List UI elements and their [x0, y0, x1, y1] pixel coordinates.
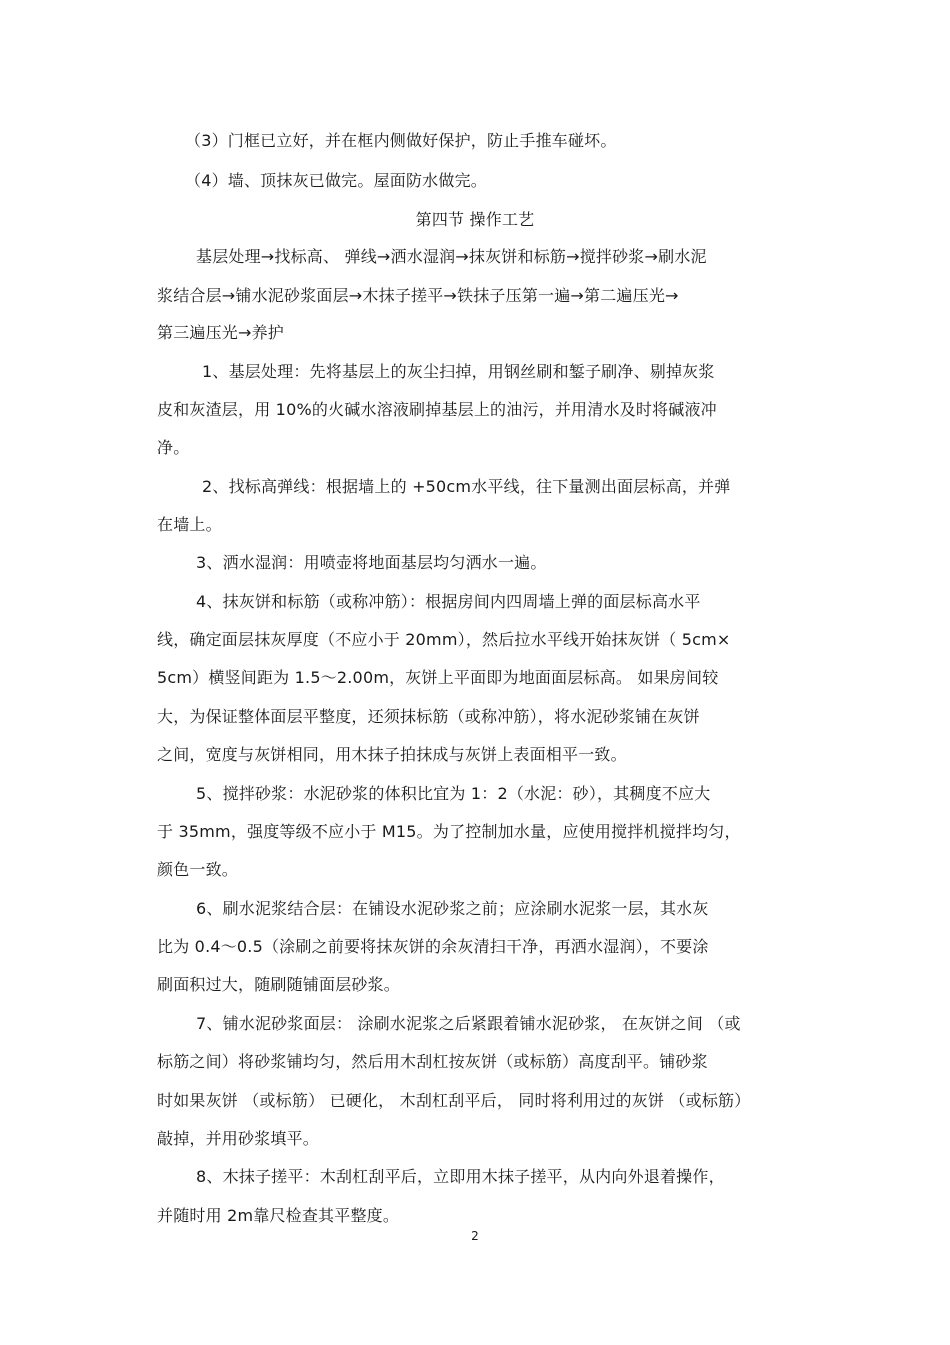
- text-line: 3、洒水湿润：用喷壶将地面基层均匀洒水一遍。: [196, 553, 547, 572]
- page-number: 2: [471, 1229, 479, 1243]
- text-line: 8、木抹子搓平：木刮杠刮平后，立即用木抹子搓平，从内向外退着操作，: [196, 1167, 725, 1186]
- text-line: 大，为保证整体面层平整度，还须抹标筋（或称冲筋），将水泥砂浆铺在灰饼: [157, 707, 700, 726]
- text-line: 标筋之间）将砂浆铺均匀，然后用木刮杠按灰饼（或标筋）高度刮平。铺砂浆: [157, 1052, 708, 1071]
- text-line: 颜色一致。: [157, 860, 239, 879]
- text-line: 比为 0.4～0.5（涂刷之前要将抹灰饼的余灰清扫干净，再洒水湿润），不要涂: [157, 937, 709, 956]
- text-line: 第三遍压光→养护: [157, 323, 285, 342]
- text-line: 线，确定面层抹灰厚度（不应小于 20mm），然后拉水平线开始抹灰饼（ 5cm×: [157, 630, 731, 649]
- text-line: 5、搅拌砂浆：水泥砂浆的体积比宜为 1：2（水泥：砂），其稠度不应大: [196, 784, 711, 803]
- text-line: 7、铺水泥砂浆面层： 涂刷水泥浆之后紧跟着铺水泥砂浆， 在灰饼之间 （或: [196, 1014, 741, 1033]
- section-title: 第四节 操作工艺: [415, 210, 535, 229]
- text-line: 敲掉，并用砂浆填平。: [157, 1129, 320, 1148]
- text-line: 6、刷水泥浆结合层：在铺设水泥砂浆之前；应涂刷水泥浆一层，其水灰: [196, 899, 709, 918]
- text-line: 皮和灰渣层，用 10%的火碱水溶液刷掉基层上的油污，并用清水及时将碱液冲: [157, 400, 717, 419]
- text-line: 浆结合层→铺水泥砂浆面层→木抹子搓平→铁抹子压第一遍→第二遍压光→: [157, 286, 679, 305]
- text-line: 刷面积过大，随刷随铺面层砂浆。: [157, 975, 401, 994]
- text-line: （4）墙、顶抹灰已做完。屋面防水做完。: [185, 171, 487, 190]
- text-line: 于 35mm，强度等级不应小于 M15。为了控制加水量，应使用搅拌机搅拌均匀，: [157, 822, 741, 841]
- text-line: 时如果灰饼 （或标筋） 已硬化， 木刮杠刮平后， 同时将利用过的灰饼 （或标筋）: [157, 1091, 751, 1110]
- text-line: （3）门框已立好，并在框内侧做好保护，防止手推车碰坏。: [185, 131, 617, 150]
- text-line: 净。: [157, 438, 190, 457]
- text-line: 1、基层处理：先将基层上的灰尘扫掉，用钢丝刷和錾子刷净、剔掉灰浆: [202, 362, 715, 381]
- text-line: 在墙上。: [157, 515, 222, 534]
- text-line: 基层处理→找标高、 弹线→洒水湿润→抹灰饼和标筋→搅拌砂浆→刷水泥: [196, 247, 707, 266]
- text-line: 并随时用 2m靠尺检查其平整度。: [157, 1206, 400, 1225]
- text-line: 5cm）横竖间距为 1.5～2.00m，灰饼上平面即为地面面层标高。 如果房间较: [157, 668, 719, 687]
- text-line: 2、找标高弹线：根据墙上的 +50cm水平线，往下量测出面层标高，并弹: [202, 477, 731, 496]
- text-line: 之间，宽度与灰饼相同，用木抹子拍抹成与灰饼上表面相平一致。: [157, 745, 627, 764]
- text-line: 4、抹灰饼和标筋（或称冲筋）：根据房间内四周墙上弹的面层标高水平: [196, 592, 701, 611]
